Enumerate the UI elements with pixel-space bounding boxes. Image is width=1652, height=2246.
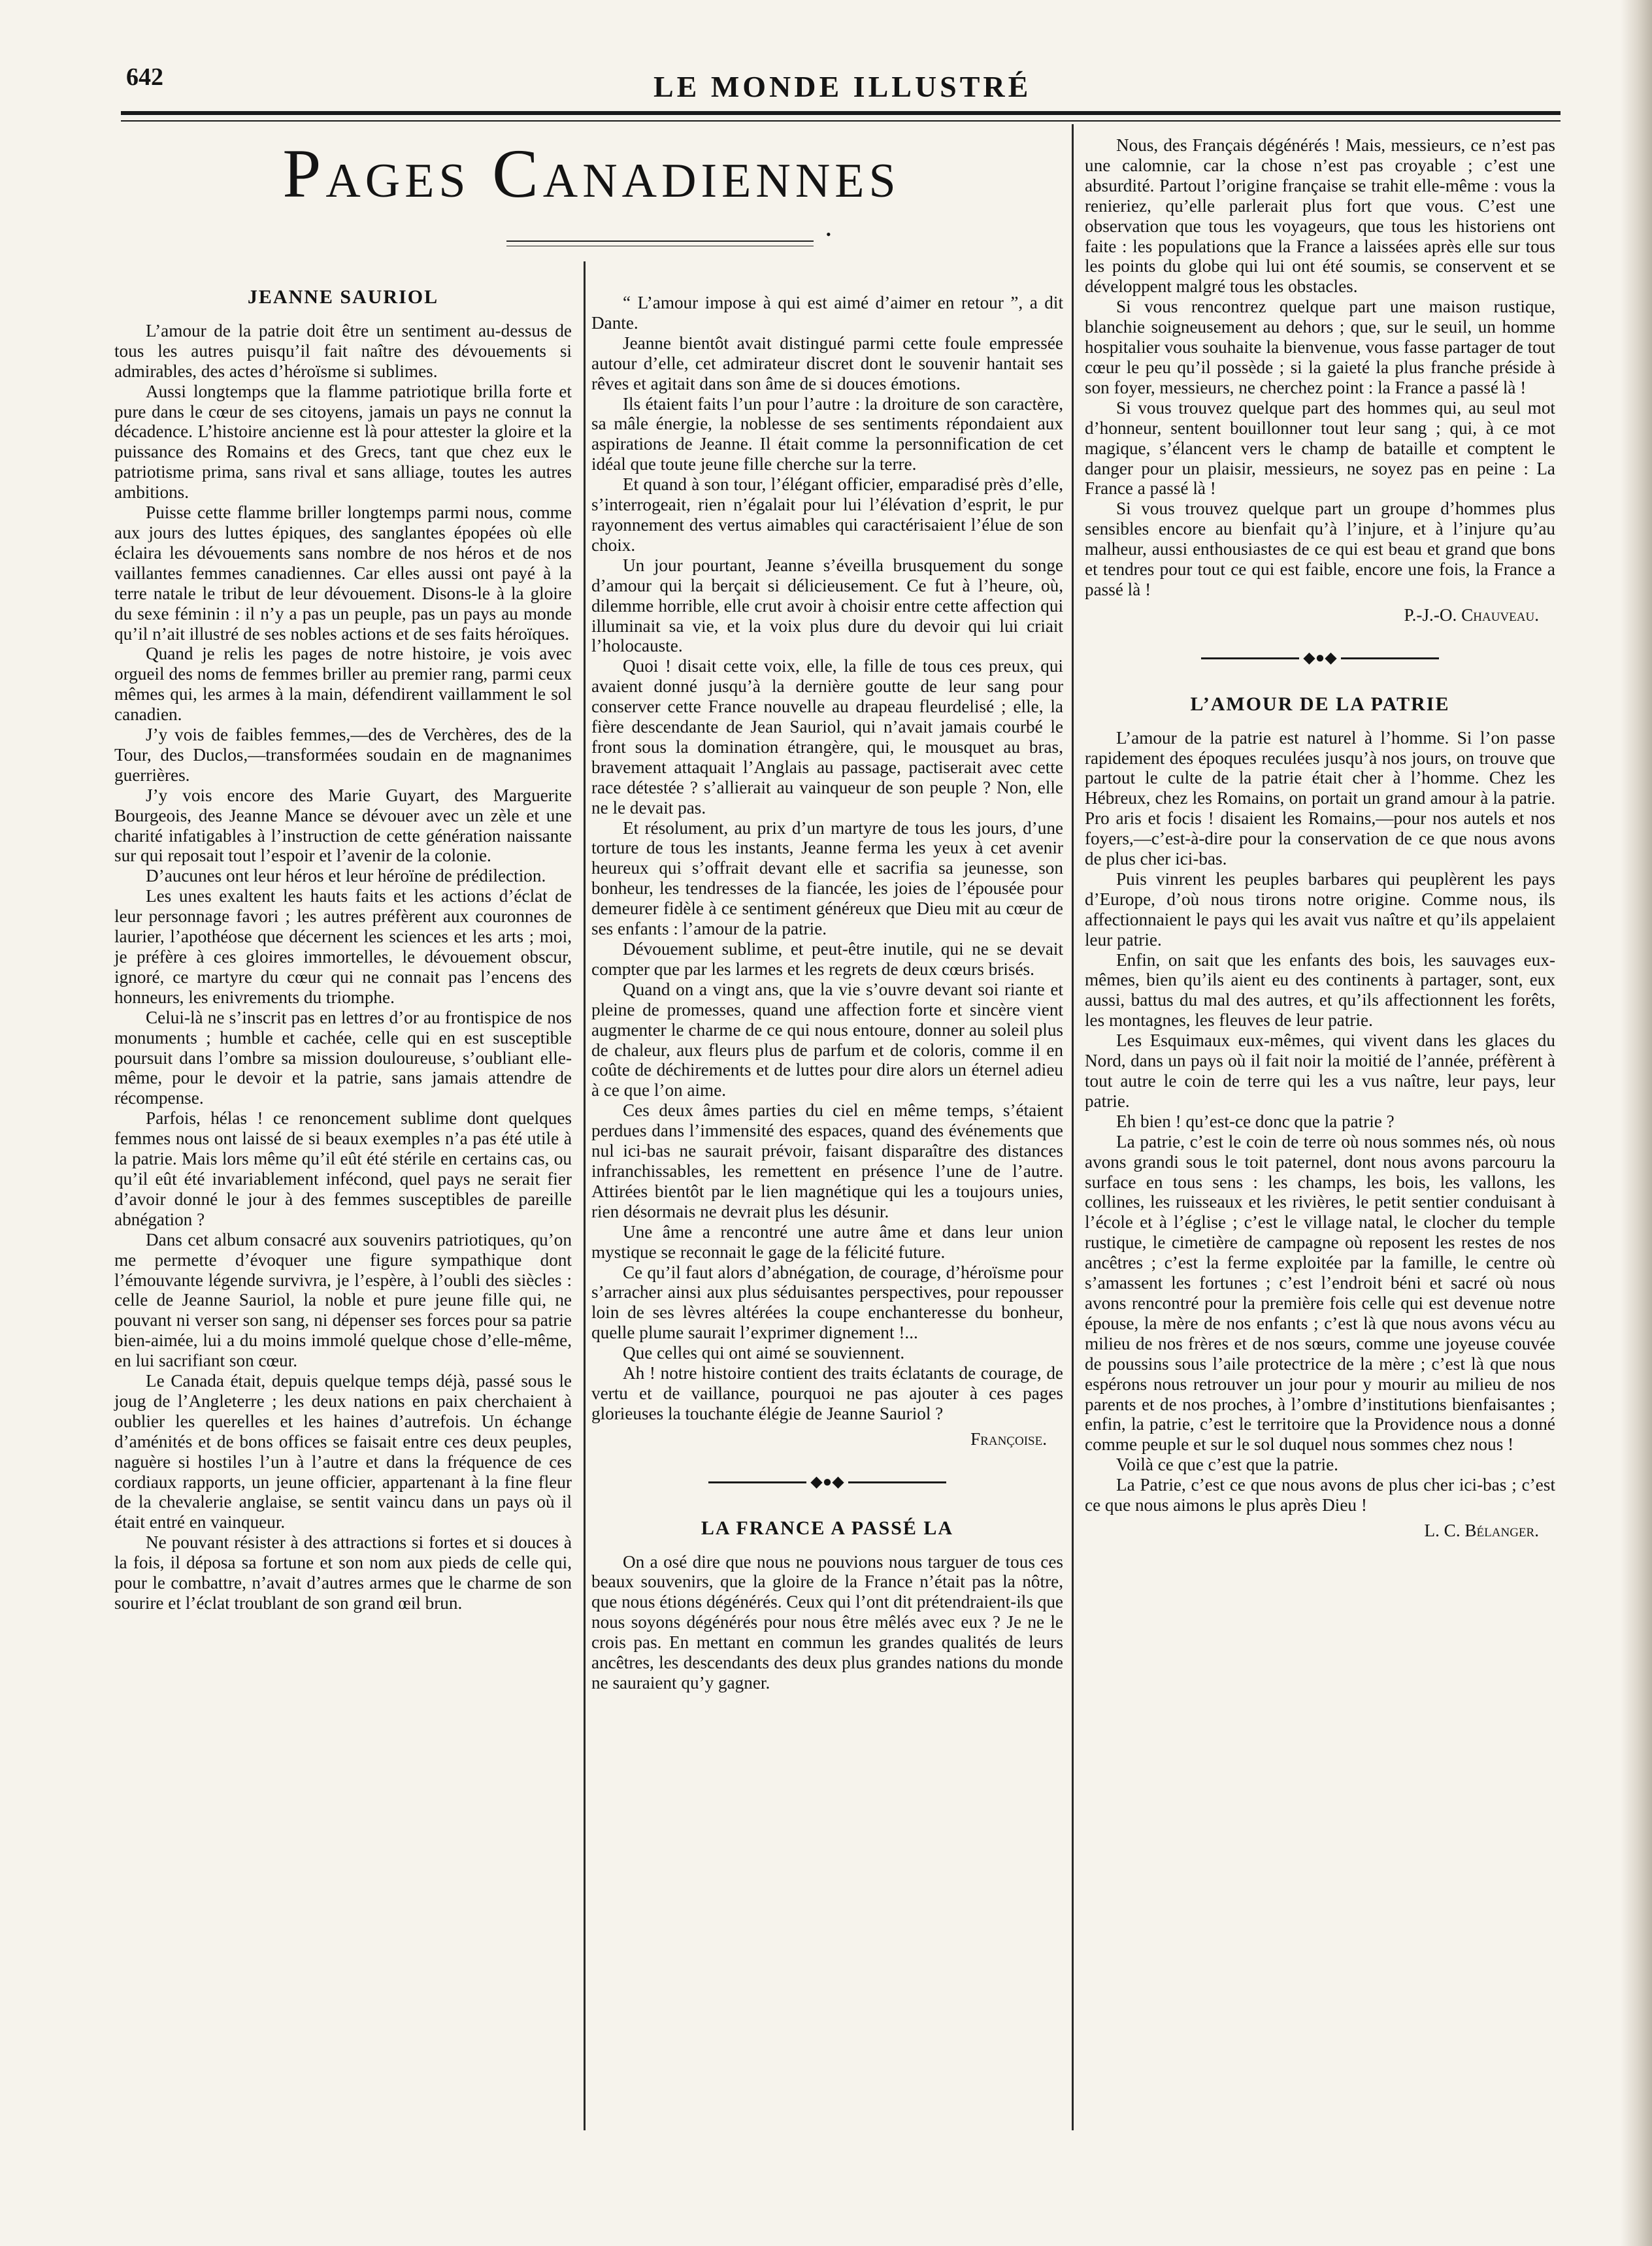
column-3: [1085, 135, 1555, 1541]
paragraph: J’y vois encore des Marie Guyart, des Marguerite Bourgeois, des Jeanne Mance se dévouer avec un zèle et une charité infatigables à l’instruction de cette génération naissante sur qui reposait tout l’espoir et l’avenir de la colonie.: [114, 785, 572, 866]
paragraph: Ces deux âmes parties du ciel en même temps, s’étaient perdues dans l’immensité des espaces, quand des événements que nul ici-bas ne saurait prévoir, faisant disparaître des distances infranchissables, les remettent en présence l’une de l’autre. Attirées bientôt par le lien magnétique qui les a toujours unies, rien désormais ne devrait plus les désunir.: [591, 1100, 1063, 1221]
paragraph: Celui-là ne s’inscrit pas en lettres d’or au frontispice de nos monuments ; humble et cachée, celle qui en est susceptible poursuit dans l’ombre sa mission douloureuse, s’oubliant elle-même, pour le devoir et la patrie, sans jamais attendre de récompense.: [114, 1007, 572, 1108]
paragraph: “ L’amour impose à qui est aimé d’aimer en retour ”, a dit Dante.: [591, 293, 1063, 333]
paragraph: J’y vois de faibles femmes,—des de Verchères, des de la Tour, des Duclos,—transformées soudain en de magnanimes guerrières.: [114, 725, 572, 785]
column-2: [591, 293, 1063, 1693]
paragraph: La Patrie, c’est ce que nous avons de plus cher ici-bas ; c’est ce que nous aimons le plus après Dieu !: [1085, 1475, 1555, 1515]
paragraph: Les unes exaltent les hauts faits et les actions d’éclat de leur personnage favori ; les autres préfèrent aux couronnes de laurier, l’apothéose que décernent les sciences et les arts ; moi, je préfère à ces gloires immortelles, le dévouement obscur, ignoré, ce martyre du cœur qui ne connait pas l’encens des honneurs, les enivrements du triomphe.: [114, 886, 572, 1007]
title-dot: •: [826, 226, 831, 242]
header-rule-thin: [121, 120, 1561, 122]
paragraph: Jeanne bientôt avait distingué parmi cette foule empressée autour d’elle, cet admirateur discret dont le souvenir hantait ses rêves et agitait dans son âme de si douces émotions.: [591, 333, 1063, 393]
paragraph: Ce qu’il faut alors d’abnégation, de courage, d’héroïsme pour s’arracher ainsi aux plus séduisantes perspectives, pour repousser loin de ses lèvres altérées la coupe enchanteresse du bonheur, quelle plume saurait l’exprimer dignement !...: [591, 1262, 1063, 1343]
section-ornament: ◆●◆: [1085, 648, 1555, 669]
paragraph: Puis vinrent les peuples barbares qui peuplèrent les pays d’Europe, d’où nous tirons notre origine. Comme nous, ils affectionnaient le pays qui les avait vus naître et qu’ils appelaient leur patrie.: [1085, 868, 1555, 950]
paragraph: Quoi ! disait cette voix, elle, la fille de tous ces preux, qui avaient donné jusqu’à la dernière goutte de leur sang pour conserver cette France nouvelle au drapeau fleurdelisé ; elle, la fière descendante de Jean Sauriol, qui n’avait jamais courbé le front sous la domination étrangère, qui, le mousquet au bras, bravement attaquait l’Anglais au passage, pactiserait avec cette race détestée ? s’allierait au vainqueur de son peuple ? Non, elle ne le devait pas.: [591, 656, 1063, 817]
title-rule: [506, 240, 814, 242]
paragraph: Et quand à son tour, l’élégant officier, emparadisé près d’elle, s’interrogeait, rien n’égalait pour lui l’élévation d’esprit, le pur rayonnement des vertus aimables qui caractérisaient l’élue de son choix.: [591, 474, 1063, 555]
section-title: Pages Canadiennes: [282, 135, 900, 212]
column-divider: [1072, 124, 1074, 2130]
paragraph: Dans cet album consacré aux souvenirs patriotiques, qu’on me permette d’évoquer une figure sympathique dont l’émouvante légende survivra, je l’espère, à l’oubli des siècles : celle de Jeanne Sauriol, la noble et pure jeune fille qui, ne pouvant ni verser son sang, ni dépenser ses forces pour sa patrie bien-aimée, lui a du moins immolé quelque chose d’elle-même, en lui sacrifiant son cœur.: [114, 1229, 572, 1371]
masthead: LE MONDE ILLUSTRÉ: [653, 70, 1032, 103]
paragraph: Si vous trouvez quelque part des hommes qui, au seul mot d’honneur, sentent bouillonner tout leur sang ; qui, à ce mot magique, s’élancent vers le champ de bataille et comptent le danger pour un plaisir, messieurs, ne soyez pas en peine : La France a passé là !: [1085, 397, 1555, 499]
paragraph: Parfois, hélas ! ce renoncement sublime dont quelques femmes nous ont laissé de si beaux exemples n’a pas été utile à la patrie. Mais lors même qu’il eût été stérile en certains cas, ou qu’il eût été invariablement infécond, quel pays ne serait fier d’avoir donné le jour à des femmes susceptibles de pareille abnégation ?: [114, 1108, 572, 1229]
paragraph: Ah ! notre histoire contient des traits éclatants de courage, de vertu et de vaillance, pourquoi ne pas ajouter à ces pages glorieuses la touchante élégie de Jeanne Sauriol ?: [591, 1363, 1063, 1423]
paragraph: Puisse cette flamme briller longtemps parmi nous, comme aux jours des luttes épiques, des sanglantes épopées où elle éclaira les dévouements sans nombre de nos héros et de nos vaillantes femmes canadiennes. Car elles aussi ont payé à la terre natale le tribut de leur dévouement. Disons-le à la gloire du sexe féminin : il n’y a pas un peuple, pas un pays au monde qu’il n’ait illustré de ses nobles actions et de ses faits héroïques.: [114, 503, 572, 644]
page-number: 642: [126, 63, 163, 91]
paragraph: Les Esquimaux eux-mêmes, qui vivent dans les glaces du Nord, dans un pays où il fait noir la moitié de l’année, préfèrent à tout autre le coin de terre qui les a vus naître, leur pays, leur patrie.: [1085, 1031, 1555, 1111]
article-title-la-france-a-passe-la: LA FRANCE A PASSÉ LA: [701, 1517, 954, 1539]
page-edge-shadow: [1621, 0, 1652, 2246]
article-title-amour-de-la-patrie: L’AMOUR DE LA PATRIE: [1190, 693, 1450, 715]
paragraph: Que celles qui ont aimé se souviennent.: [623, 1343, 905, 1363]
paragraph: La patrie, c’est le coin de terre où nous sommes nés, où nous avons grandi sous le toit paternel, dont nous avons parcouru la surface en tous sens : les champs, les bois, les vallons, les collines, les ruisseaux et les rivières, le petit sentier conduisant à l’école et à l’église ; c’est le village natal, le clocher du temple rustique, le cimetière de campagne où reposent les restes de nos ancêtres ; c’est la ferme exploitée par la famille, le centre où s’amassent les fortunes ; c’est l’endroit béni et sacré où nous avons rencontré pour la première fois celle qui est devenue notre épouse, la mère de nos enfants ; c’est là que nous avons vécu au milieu de nos frères et de nos sœurs, comme une joyeuse couvée de poussins sous l’aile protectrice de la mère ; c’est là que nous espérons nous retrouver un jour pour y mourir au milieu de nos parents et de nos proches, à l’ombre d’institutions bienfaisantes ; enfin, la patrie, c’est le territoire que la Providence nous a donné comme peuple et sur le sol duquel nous sommes chez nous !: [1085, 1131, 1555, 1455]
paragraph: Un jour pourtant, Jeanne s’éveilla brusquement du songe d’amour qui la berçait si délicieusement. Ce fut à l’heure, où, dilemme horrible, elle crut avoir à choisir entre cette affection qui illuminait sa vie, et la voix plus dure du devoir qui lui criait l’holocauste.: [591, 555, 1063, 656]
section-ornament: ◆●◆: [591, 1472, 1063, 1493]
header-rule: [121, 111, 1561, 115]
paragraph: Ils étaient faits l’un pour l’autre : la droiture de son caractère, sa mâle énergie, la noblesse de ses sentiments répondaient aux aspirations de Jeanne. Il était comme la personnification de cet idéal que toute jeune fille cherche sur la terre.: [591, 393, 1063, 474]
paragraph: Nous, des Français dégénérés ! Mais, messieurs, ce n’est pas une calomnie, car la chose n’est pas croyable ; c’est une absurdité. Partout l’origine française se trahit elle-même : vous la renieriez, qu’elle parlerait plus fort que vous. C’est une observation que tous les voyageurs, que tous les historiens ont faite : les populations que la France a laissées après elle sur tous les points du globe qui lui ont été soumis, se conservent et se développent malgré tous les obstacles.: [1085, 135, 1555, 297]
signature-chauveau: P.-J.-O. Chauveau.: [1404, 604, 1539, 625]
article-title-jeanne-sauriol: JEANNE SAURIOL: [247, 286, 439, 308]
paragraph: D’aucunes ont leur héros et leur héroïne de prédilection.: [146, 866, 546, 886]
paragraph: On a osé dire que nous ne pouvions nous targuer de tous ces beaux souvenirs, que la gloire de la France n’était pas la nôtre, que nous étions dégénérés. Ceux qui l’ont dit prétendraient-ils que nous soyons dégénérés pour nous être mêlés avec eux ? Je ne le crois pas. En mettant en commun les grandes qualités de leurs ancêtres, les descendants des deux plus grandes nations du monde ne sauraient qu’y gagner.: [591, 1551, 1063, 1693]
paragraph: Quand je relis les pages de notre histoire, je vois avec orgueil des noms de femmes briller au premier rang, parmi ceux mêmes qui, les armes à la main, défendirent vaillamment le sol canadien.: [114, 644, 572, 725]
paragraph: Eh bien ! qu’est-ce donc que la patrie ?: [1116, 1111, 1395, 1131]
paragraph: Enfin, on sait que les enfants des bois, les sauvages eux-mêmes, bien qu’ils aient eu des continents à partager, sont, eux aussi, battus du mal des autres, et qu’ils affectionnent les forêts, les montagnes, les fleuves de leur patrie.: [1085, 950, 1555, 1031]
paragraph: Aussi longtemps que la flamme patriotique brilla forte et pure dans le cœur de ses citoyens, jamais un pays ne connut la décadence. L’histoire ancienne est là pour attester la gloire et la puissance des Romains et des Grecs, tant que chez eux le patriotisme prima, sans rival et sans alliage, toutes les autres ambitions.: [114, 381, 572, 503]
paragraph: Ne pouvant résister à des attractions si fortes et si douces à la fois, il déposa sa fortune et son nom aux pieds de celle qui, pour le combattre, n’avait d’autres armes que le charme de son sourire et l’éclat troublant de son grand œil brun.: [114, 1532, 572, 1613]
column-divider: [584, 261, 586, 2130]
paragraph: Et résolument, au prix d’un martyre de tous les jours, d’une torture de tous les instants, Jeanne ferma les yeux à cet avenir heureux qui s’offrait devant elle et sacrifia sa jeunesse, son bonheur, les tendresses de la fiancée, les joies de l’épousée pour demeurer fidèle à ce sentiment généreux que Dieu mit au cœur de ses enfants : l’amour de la patrie.: [591, 817, 1063, 939]
paragraph: Si vous trouvez quelque part un groupe d’hommes plus sensibles encore au bienfait qu’à l’injure, et à l’injure qu’au malheur, aussi enthousiastes de ce qui est beau et grand que bons et tendres pour tout ce qui est faible, encore une fois, la France a passé là !: [1085, 499, 1555, 599]
paragraph: Si vous rencontrez quelque part une maison rustique, blanchie soigneusement au dehors ; que, sur le seuil, un homme hospitalier vous souhaite la bienvenue, vous fasse partager de tout cœur le peu qu’il possède ; si la gaieté la plus franche préside à son foyer, messieurs, ne cherchez point : la France a passé là !: [1085, 297, 1555, 397]
column-1: [114, 288, 572, 1613]
paragraph: Quand on a vingt ans, que la vie s’ouvre devant soi riante et pleine de promesses, quand une affection forte et sincère vient augmenter le charme de ce qui nous entoure, donner au soleil plus de chaleur, aux fleurs plus de parfum et de coloris, comme il en coûte de déchirements et de luttes pour dire alors un éternel adieu à ce que l’on aime.: [591, 979, 1063, 1100]
paragraph: Le Canada était, depuis quelque temps déjà, passé sous le joug de l’Angleterre ; les deux nations en paix cherchaient à oublier les querelles et les haines d’autrefois. Un échange d’aménités et de bons offices se faisait entre ces deux peuples, naguère si hostiles l’un à l’autre et dans la fréquence de ces cordiaux rapports, un jeune officier, appartenant à la fine fleur de la chevalerie anglaise, se sentit vaincu dans un pays où il était entré en vainqueur.: [114, 1371, 572, 1532]
signature-francoise: Françoise.: [970, 1429, 1047, 1449]
paragraph: Dévouement sublime, et peut-être inutile, qui ne se devait compter que par les larmes et les regrets de deux cœurs brisés.: [591, 939, 1063, 979]
paragraph: Voilà ce que c’est que la patrie.: [1116, 1455, 1338, 1475]
paragraph: L’amour de la patrie est naturel à l’homme. Si l’on passe rapidement des époques reculées jusqu’à nos jours, on trouve que partout le culte de la patrie était cher à l’homme. Chez les Hébreux, chez les Romains, on portait un grand amour à la patrie. Pro aris et focis ! disaient les Romains,—pour nos autels et nos foyers,—c’est-à-dire pour la conservation de ce que nous avons de plus cher ici-bas.: [1085, 727, 1555, 869]
paragraph: Une âme a rencontré une autre âme et dans leur union mystique se reconnait le gage de la félicité future.: [591, 1221, 1063, 1262]
paragraph: L’amour de la patrie doit être un sentiment au-dessus de tous les autres puisqu’il fait naître des dévouements si admirables, des actes d’héroïsme si sublimes.: [114, 320, 572, 381]
signature-belanger: L. C. Bélanger.: [1424, 1520, 1539, 1540]
